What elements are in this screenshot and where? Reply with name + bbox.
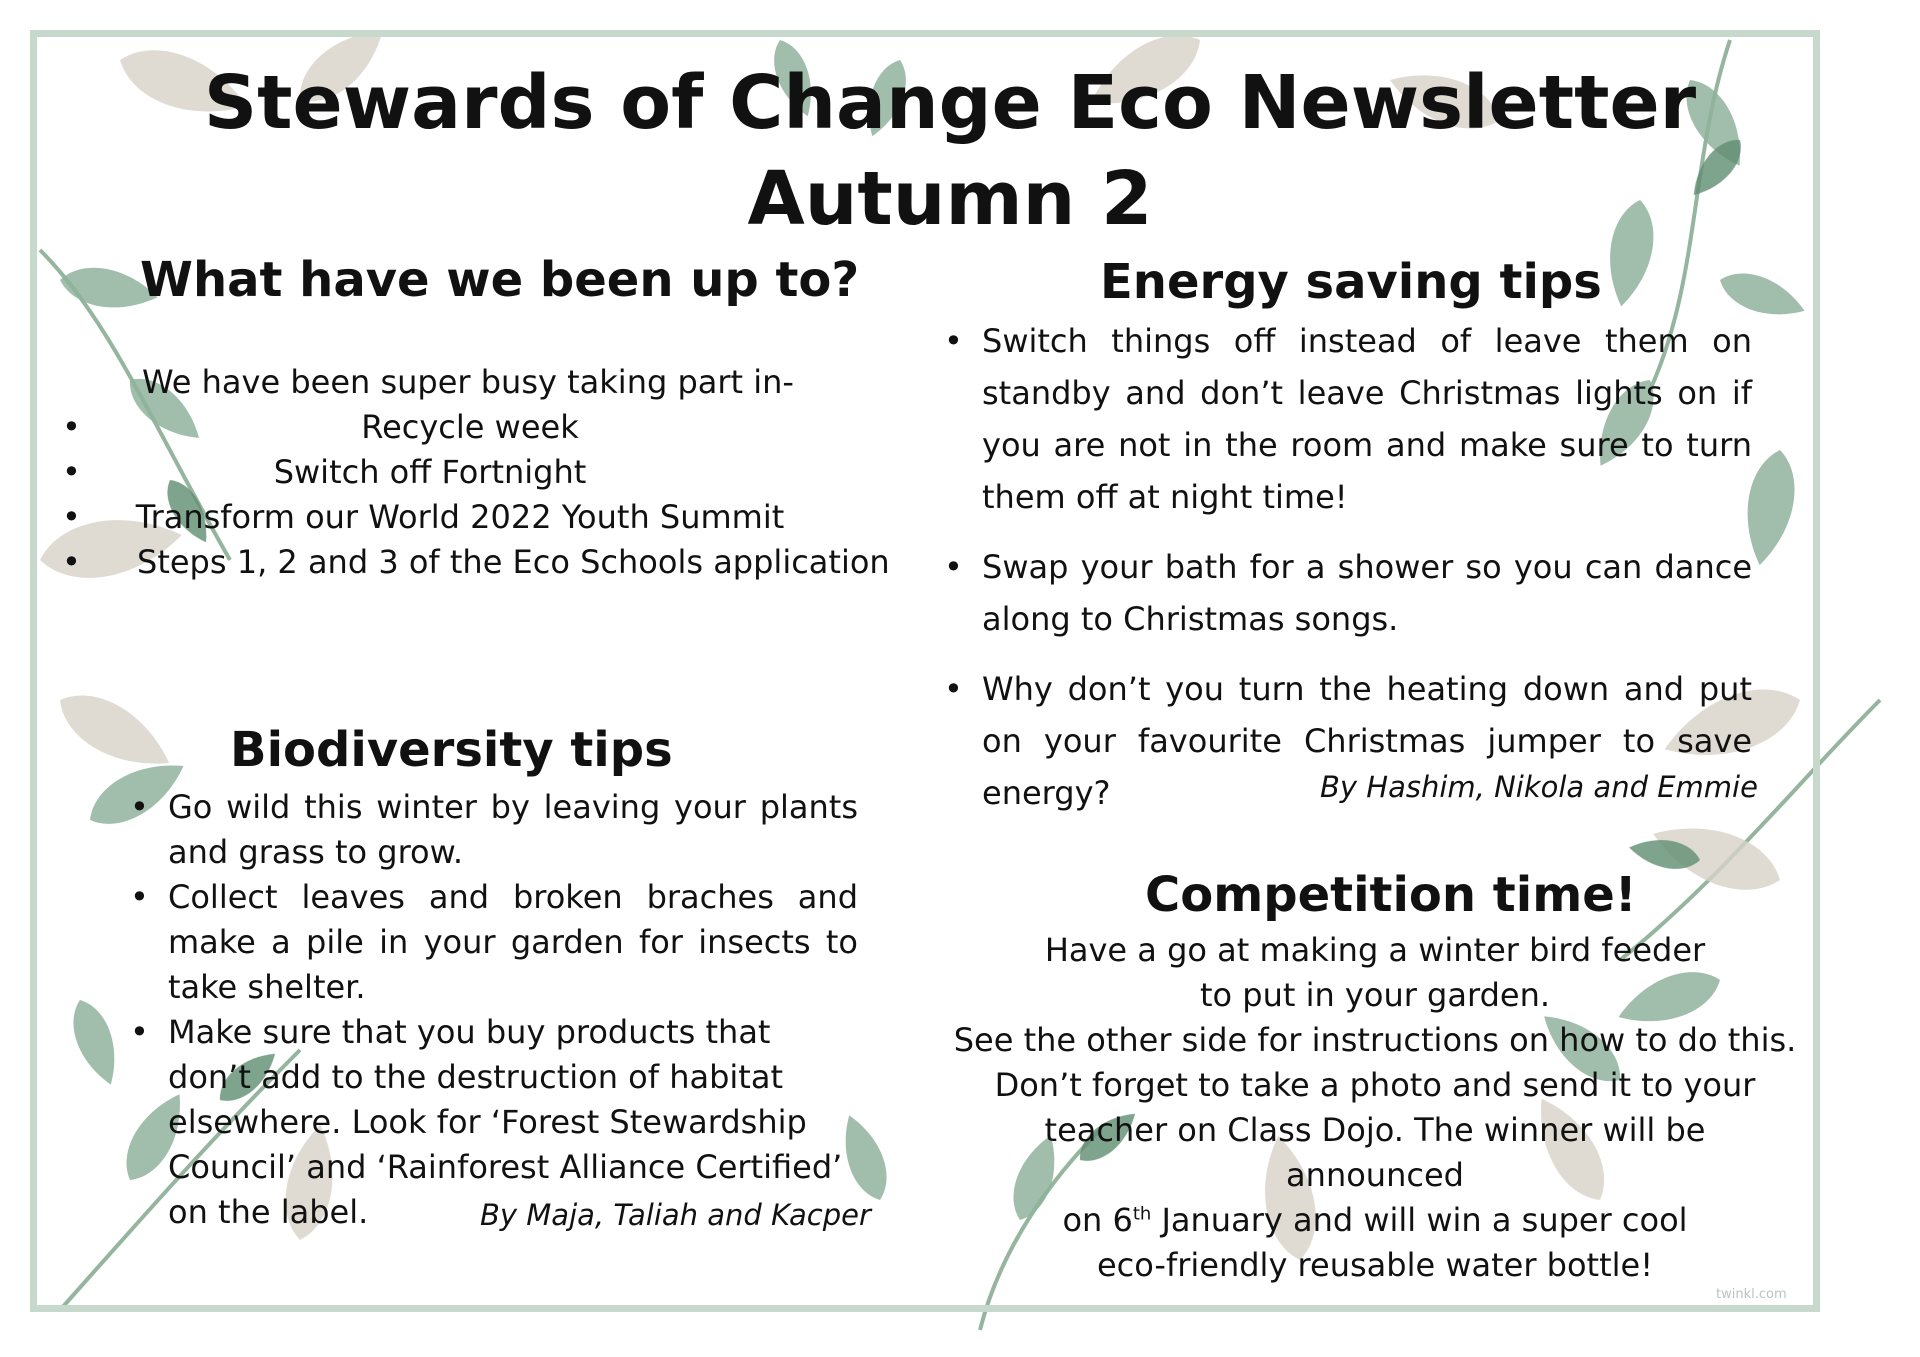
list-item: • Transform our World 2022 Youth Summit xyxy=(100,495,890,540)
biodiversity-list xyxy=(168,785,858,1235)
list-item: • Steps 1, 2 and 3 of the Eco Schools application xyxy=(100,540,890,585)
competition-p3: Don’t forget to take a photo and send it to your teacher on Class Dojo. The winner will be announced xyxy=(994,1066,1756,1194)
list-item: • Go wild this winter by leaving your plants and grass to grow. xyxy=(168,785,858,875)
title-line-2: Autumn 2 xyxy=(747,156,1153,242)
up-to-section xyxy=(130,360,880,405)
competition-p4: on 6th January and will win a super cool eco-friendly reusable water bottle! xyxy=(1062,1201,1688,1284)
energy-author: By Hashim, Nikola and Emmie xyxy=(1320,770,1758,804)
competition-text xyxy=(945,928,1805,1288)
list-item: • Recycle week xyxy=(100,405,890,450)
list-item: • Switch off Fortnight xyxy=(100,450,890,495)
up-to-heading: What have we been up to? xyxy=(140,252,860,308)
energy-heading: Energy saving tips xyxy=(1100,254,1602,310)
competition-heading: Competition time! xyxy=(1145,867,1637,923)
biodiversity-heading: Biodiversity tips xyxy=(230,722,673,778)
up-to-intro: We have been super busy taking part in- xyxy=(142,363,794,401)
list-item: • Make sure that you buy products that don’t add to the destruction of habitat elsewhere. Look for ‘Forest Stewardship Council’ and ‘Rainforest Alliance Certified’ on the label. xyxy=(168,1010,858,1235)
list-item: • Collect leaves and broken braches and make a pile in your garden for insects to take shelter. xyxy=(168,875,858,1010)
up-to-list xyxy=(100,405,890,585)
list-item: • Swap your bath for a shower so you can dance along to Christmas songs. xyxy=(982,541,1752,645)
list-item: • Why don’t you turn the heating down and put on your favourite Christmas jumper to save energy? xyxy=(982,663,1752,819)
newsletter-title xyxy=(200,55,1700,247)
biodiversity-author: By Maja, Taliah and Kacper xyxy=(480,1198,871,1232)
energy-list xyxy=(982,315,1752,819)
list-item: • Switch things off instead of leave them on standby and don’t leave Christmas lights on if you are not in the room and make sure to turn them off at night time! xyxy=(982,315,1752,523)
competition-p2: See the other side for instructions on how to do this. xyxy=(953,1021,1797,1059)
title-line-1: Stewards of Change Eco Newsletter xyxy=(203,60,1697,146)
twinkl-watermark: twinkl.com xyxy=(1716,1287,1787,1302)
competition-p1: Have a go at making a winter bird feeder to put in your garden. xyxy=(1044,931,1706,1014)
